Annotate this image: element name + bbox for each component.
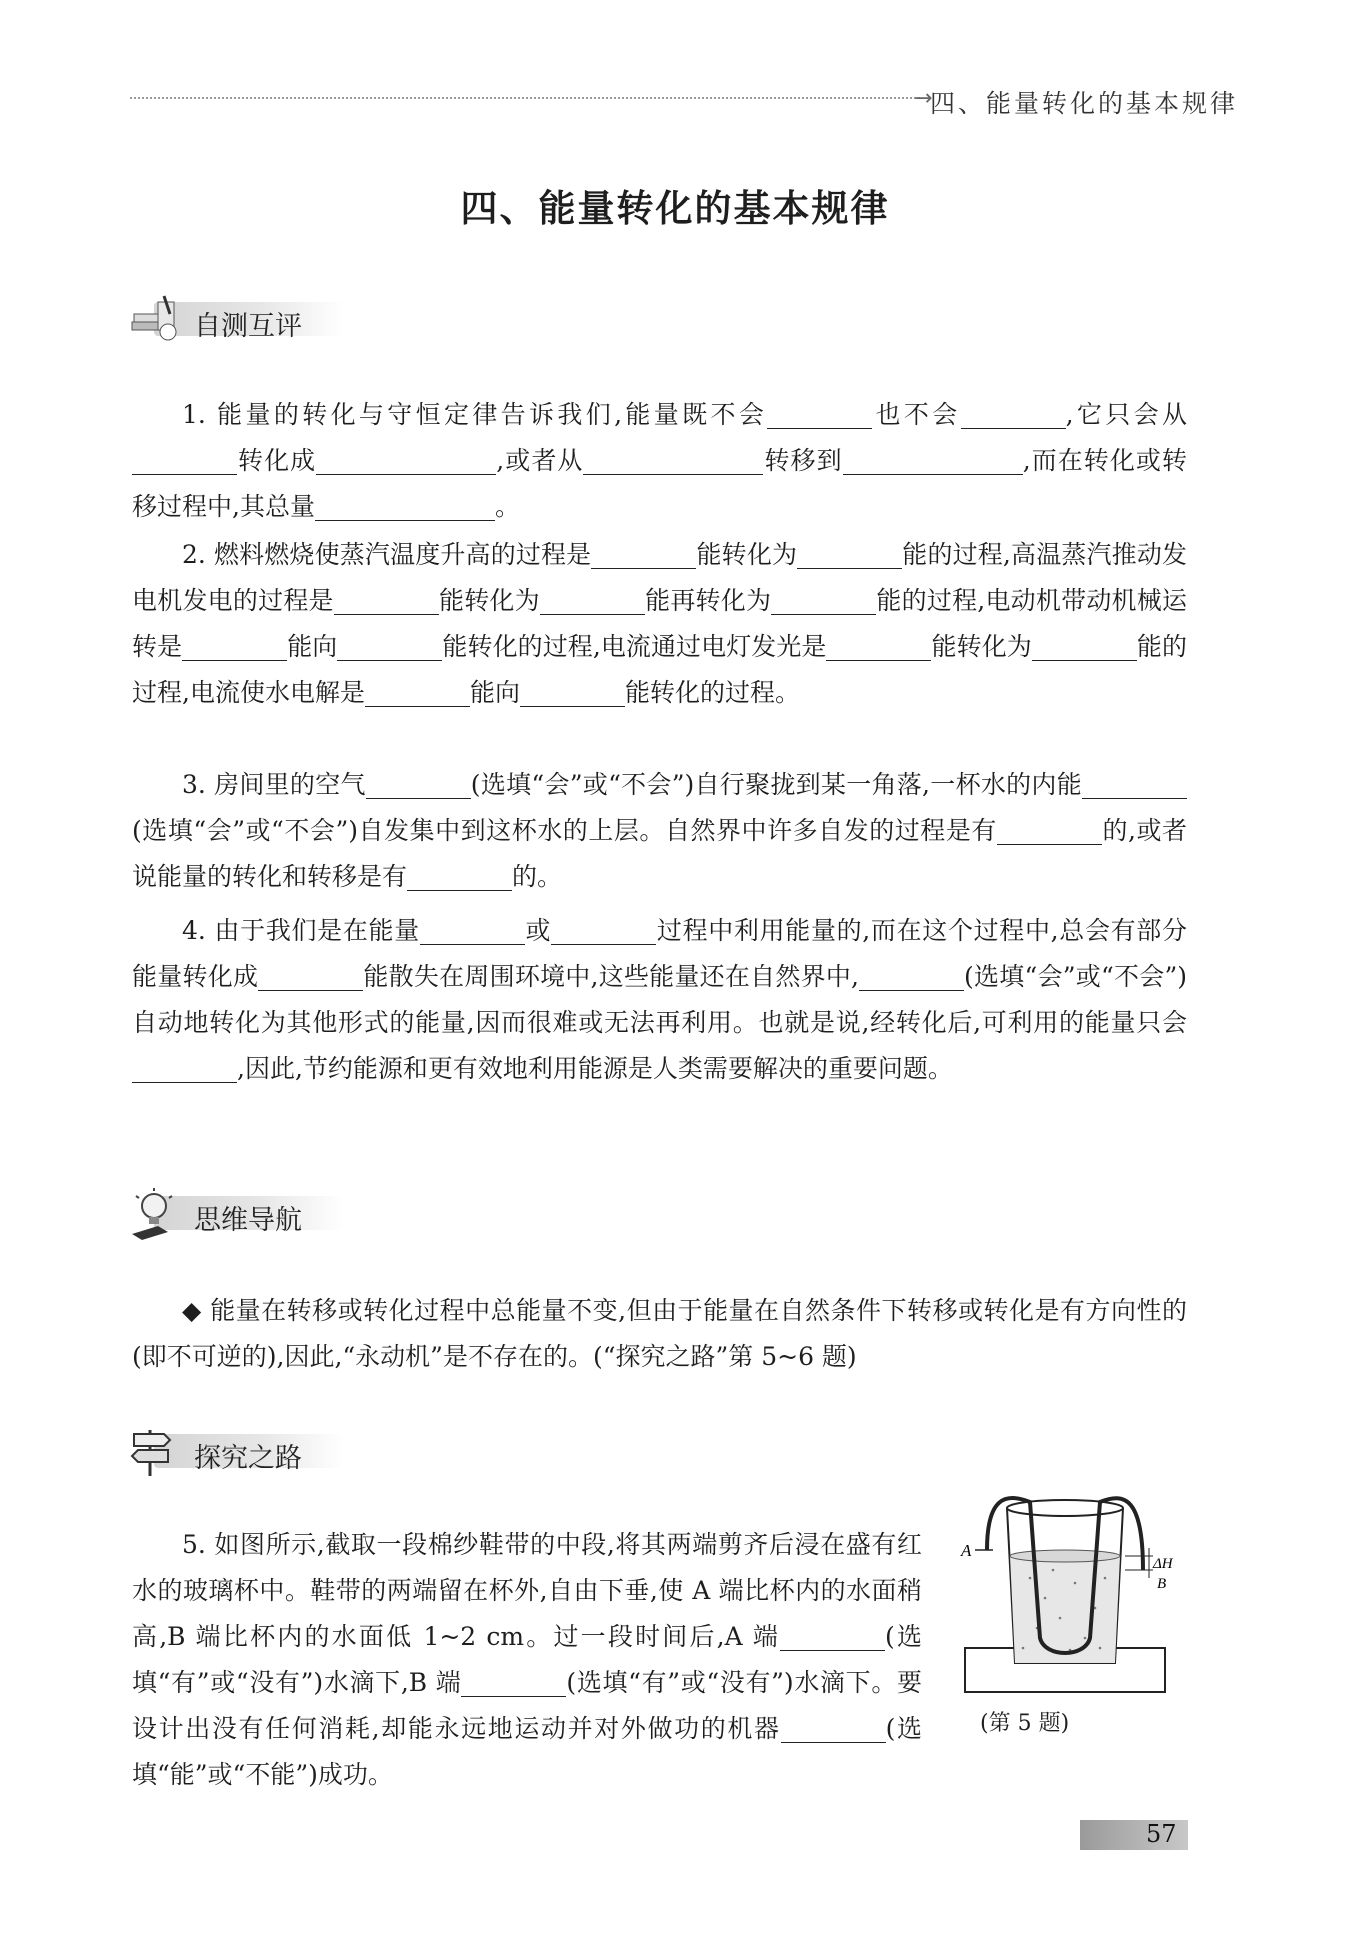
water-surface (1010, 1550, 1120, 1562)
answer-blank[interactable] (334, 584, 439, 615)
page-title: 四、能量转化的基本规律 (460, 187, 890, 230)
lightbulb-icon (128, 1186, 182, 1240)
question-1: 1. 能量的转化与守恒定律告诉我们,能量既不会 也不会 ,它只会从转化成 ,或者从 转移到 ,而在转化或转移过程中,其总量 。 (132, 400, 1187, 521)
thinking-note: ◆ 能量在转移或转化过程中总能量不变,但由于能量在自然条件下转移或转化是有方向性的(即不可逆的),因此,“永动机”是不存在的。(“探究之路”第 5~6 题) (132, 1296, 1188, 1371)
answer-blank[interactable] (132, 1052, 237, 1083)
label-dh: ΔH (1153, 1556, 1173, 1572)
answer-blank[interactable] (771, 584, 876, 615)
answer-blank[interactable] (520, 676, 625, 707)
header-rule (130, 97, 920, 99)
answer-blank[interactable] (420, 914, 525, 945)
label-b: B (1157, 1576, 1167, 1592)
answer-blank[interactable] (767, 398, 872, 429)
answer-blank[interactable] (258, 960, 363, 991)
section-thinking (128, 1186, 343, 1240)
answer-blank[interactable] (997, 814, 1102, 845)
page-number: 57 (1146, 1820, 1177, 1848)
beaker-shoelace-figure (945, 1488, 1185, 1708)
figure-caption: (第 5 题) (980, 1711, 1070, 1736)
running-header: 四、能量转化的基本规律 (930, 89, 1239, 118)
books-pencil-icon (128, 292, 182, 346)
answer-blank[interactable] (591, 538, 696, 569)
answer-blank[interactable] (780, 1620, 885, 1651)
beaker-rim (1007, 1500, 1123, 1516)
answer-blank[interactable] (182, 630, 287, 661)
answer-blank[interactable] (781, 1712, 886, 1743)
answer-blank[interactable] (365, 676, 470, 707)
answer-blank[interactable] (961, 398, 1066, 429)
answer-blank[interactable] (540, 584, 645, 615)
answer-blank[interactable] (1032, 630, 1137, 661)
section-label-thinking: 思维导航 (194, 1205, 302, 1236)
answer-blank[interactable] (337, 630, 442, 661)
question-2: 2. 燃料燃烧使蒸汽温度升高的过程是 能转化为 能的过程,高温蒸汽推动发电机发电的过程是 能转化为 能再转化为 能的过程,电动机带动机械运转是 能向 能转化的过程,电流通过电灯发光是 能转化为 能的过程,电流使水电解是 能向 能转化的过程。 (132, 540, 1187, 707)
answer-blank[interactable] (132, 444, 237, 475)
question-4: 4. 由于我们是在能量 或 过程中利用能量的,而在这个过程中,总会有部分能量转化成 能散失在周围环境中,这些能量还在自然界中, (选填“会”或“不会”)自动地转化为其他形式的能量,因而很难或无法再利用。也就是说,经转化后,可利用的能量只会,因此,节约能源和更有效地利用能源是人类需要解决的重要问题。 (132, 916, 1187, 1083)
diamond-bullet-icon: ◆ (182, 1296, 202, 1325)
section-self-test (128, 292, 343, 346)
answer-blank[interactable] (551, 914, 656, 945)
answer-blank[interactable] (315, 490, 495, 521)
section-label-explore: 探究之路 (194, 1443, 302, 1474)
answer-blank[interactable] (583, 444, 763, 475)
answer-blank[interactable] (843, 444, 1023, 475)
answer-blank[interactable] (407, 860, 512, 891)
answer-blank[interactable] (797, 538, 902, 569)
section-label-self-test: 自测互评 (194, 311, 302, 342)
answer-blank[interactable] (826, 630, 931, 661)
question-5: 5. 如图所示,截取一段棉纱鞋带的中段,将其两端剪齐后浸在盛有红水的玻璃杯中。鞋带的两端留在杯外,自由下垂,使 A 端比杯内的水面稍高,B 端比杯内的水面低 1~2 cm。过一段时间后,A 端 (选填“有”或“没有”)水滴下,B 端 (选填“有”或“没有”)水滴下。要设计出没有任何消耗,却能永远地运动并对外做功的机器 (选填“能”或“不能”)成功。 (132, 1530, 922, 1789)
header-arrow-icon: → (914, 86, 933, 111)
red-water (1010, 1556, 1120, 1663)
signpost-icon (128, 1424, 182, 1478)
answer-blank[interactable] (316, 444, 496, 475)
section-explore (128, 1424, 343, 1478)
question-3: 3. 房间里的空气 (选填“会”或“不会”)自行聚拢到某一角落,一杯水的内能(选填“会”或“不会”)自发集中到这杯水的上层。自然界中许多自发的过程是有 的,或者说能量的转化和转移是有 的。 (132, 770, 1187, 891)
answer-blank[interactable] (1082, 768, 1187, 799)
answer-blank[interactable] (461, 1666, 566, 1697)
answer-blank[interactable] (859, 960, 964, 991)
label-a: A (961, 1541, 972, 1560)
answer-blank[interactable] (366, 768, 471, 799)
